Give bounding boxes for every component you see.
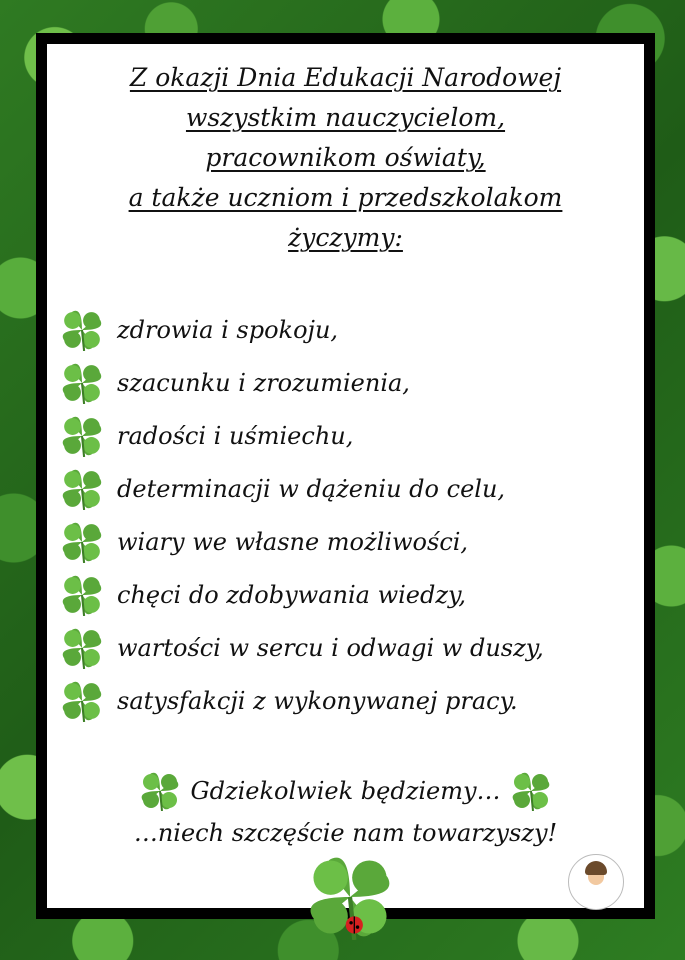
hat-icon: [585, 861, 607, 875]
poster-frame: [36, 33, 655, 919]
four-leaf-clover-icon: [61, 309, 103, 351]
wish-item: [61, 568, 644, 621]
wish-text: radości i uśmiechu,: [117, 421, 354, 450]
four-leaf-clover-icon: [61, 574, 103, 616]
title-line: a także uczniom i przedszkolakom: [128, 183, 563, 212]
wish-text: determinacji w dążeniu do celu,: [117, 474, 506, 503]
wish-item: [61, 356, 644, 409]
four-leaf-clover-icon: [61, 627, 103, 669]
wish-item: [61, 674, 644, 727]
wish-text: wiary we własne możliwości,: [117, 527, 469, 556]
wish-item: [61, 621, 644, 674]
closing-line-1: [47, 767, 644, 815]
wish-item: [61, 303, 644, 356]
title-line: życzymy:: [288, 223, 403, 252]
kindergarten-logo: [568, 854, 624, 910]
four-leaf-clover-icon: [511, 771, 551, 811]
wish-text: satysfakcji z wykonywanej pracy.: [117, 686, 518, 715]
closing-message: [47, 767, 644, 847]
face-icon: [588, 875, 604, 885]
wish-text: chęci do zdobywania wiedzy,: [117, 580, 467, 609]
title-line: pracownikom oświaty,: [205, 143, 486, 172]
four-leaf-clover-with-ladybug-icon: [307, 854, 393, 940]
four-leaf-clover-icon: [140, 771, 180, 811]
title-line: Z okazji Dnia Edukacji Narodowej: [129, 63, 562, 92]
wish-text: szacunku i zrozumienia,: [117, 368, 410, 397]
wish-item: [61, 462, 644, 515]
closing-text-2: …niech szczęście nam towarzyszy!: [133, 819, 558, 847]
wish-text: wartości w sercu i odwagi w duszy,: [117, 633, 544, 662]
four-leaf-clover-icon: [61, 468, 103, 510]
title-line: wszystkim nauczycielom,: [185, 103, 506, 132]
four-leaf-clover-icon: [61, 362, 103, 404]
four-leaf-clover-icon: [61, 415, 103, 457]
closing-text-1: Gdziekolwiek będziemy…: [190, 777, 501, 805]
poster-card: [47, 44, 644, 908]
wish-item: [61, 409, 644, 462]
four-leaf-clover-icon: [61, 521, 103, 563]
four-leaf-clover-icon: [61, 680, 103, 722]
wish-text: zdrowia i spokoju,: [117, 315, 339, 344]
wishes-list: [47, 303, 644, 727]
greeting-title: [47, 44, 644, 258]
wish-item: [61, 515, 644, 568]
